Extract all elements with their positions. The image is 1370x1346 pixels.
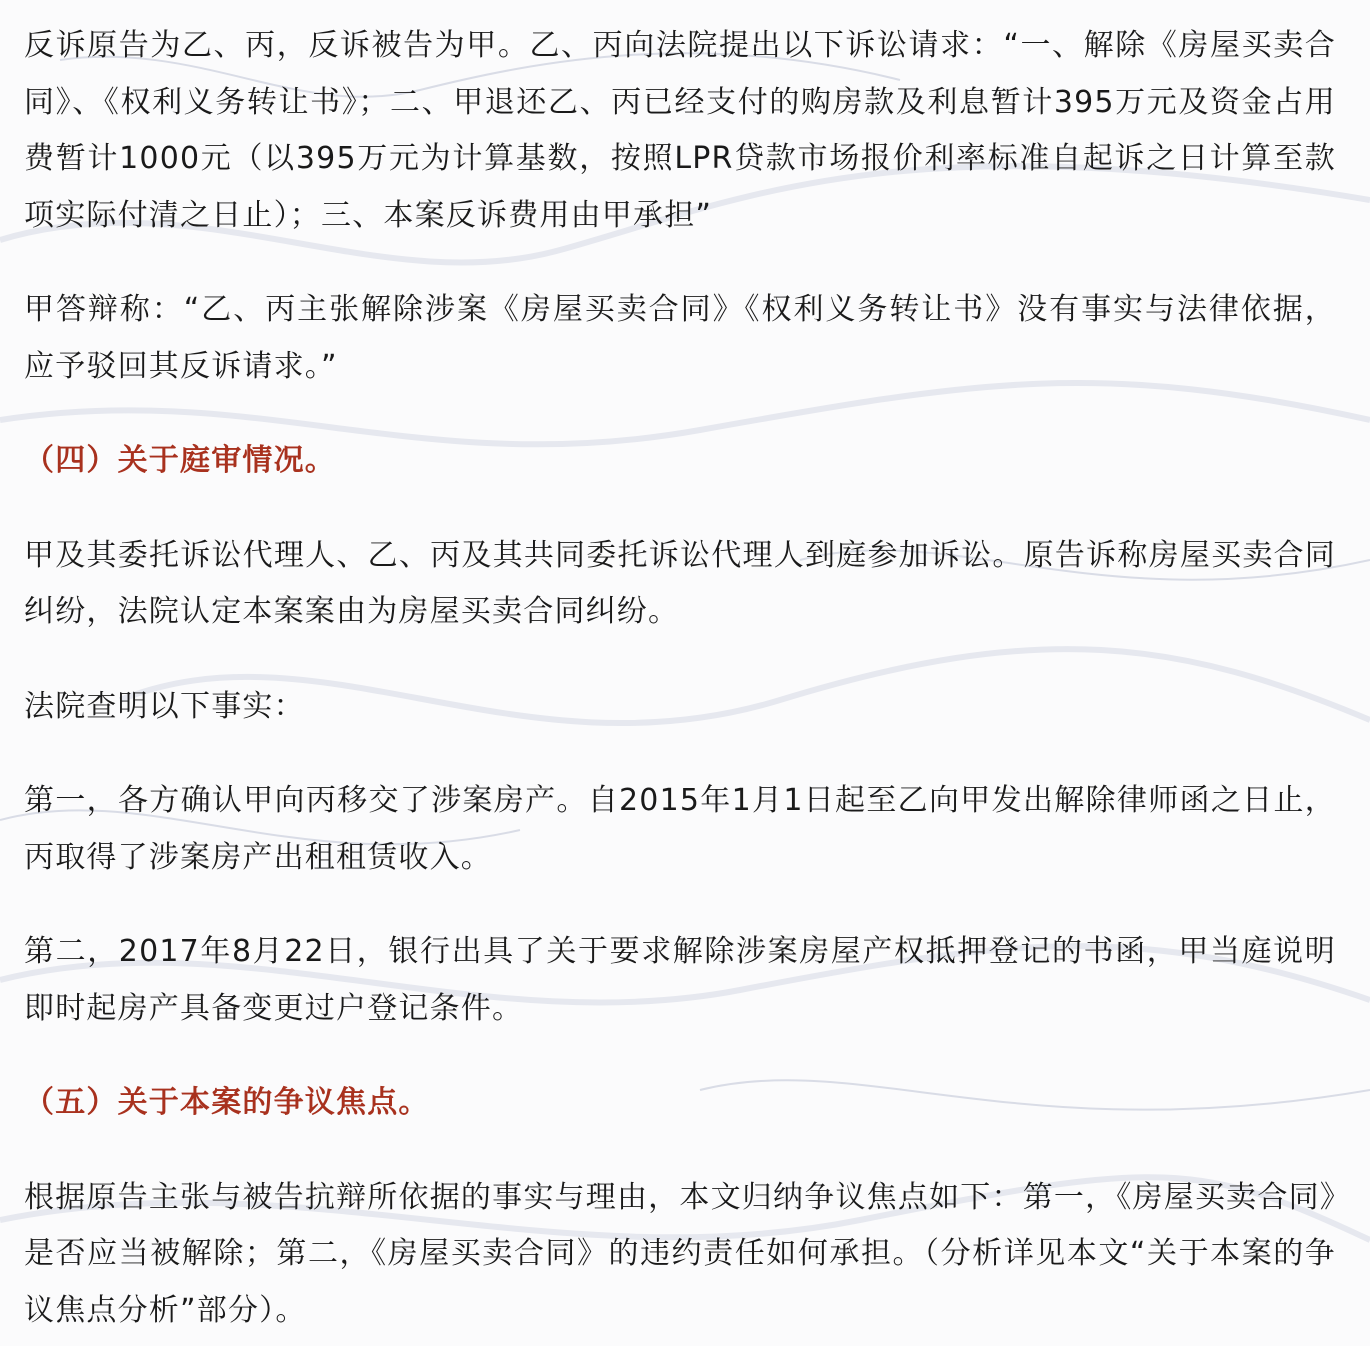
paragraph-counterclaim: 反诉原告为乙、丙，反诉被告为甲。乙、丙向法院提出以下诉讼请求：“一、解除《房屋买卖合同》、《权利义务转让书》；二、甲退还乙、丙已经支付的购房款及利息暂计395万元及资金占用费暂计1000元（以395万元为计算基数，按照LPR贷款市场报价利率标准自起诉之日计算至款项实际付清之日止）；三、本案反诉费用由甲承担” <box>24 28 1336 233</box>
paragraph-defense: 甲答辩称：“乙、丙主张解除涉案《房屋买卖合同》《权利义务转让书》没有事实与法律依据，应予驳回其反诉请求。” <box>24 292 1336 384</box>
paragraph-fact-one: 第一，各方确认甲向丙移交了涉案房产。自2015年1月1日起至乙向甲发出解除律师函之日止，丙取得了涉案房产出租租赁收入。 <box>24 783 1336 875</box>
document-body <box>24 18 1336 1339</box>
paragraph-facts-intro: 法院查明以下事实： <box>24 688 305 724</box>
section-heading-dispute: （五）关于本案的争议焦点。 <box>24 1085 430 1120</box>
paragraph-dispute-focus: 根据原告主张与被告抗辩所依据的事实与理由，本文归纳争议焦点如下：第一，《房屋买卖合同》是否应当被解除；第二，《房屋买卖合同》的违约责任如何承担。（分析详见本文“关于本案的争议焦点分析”部分）。 <box>24 1179 1336 1328</box>
section-heading-trial: （四）关于庭审情况。 <box>24 443 336 478</box>
paragraph-fact-two: 第二，2017年8月22日，银行出具了关于要求解除涉案房屋产权抵押登记的书函，甲当庭说明即时起房产具备变更过户登记条件。 <box>24 934 1336 1026</box>
paragraph-trial: 甲及其委托诉讼代理人、乙、丙及其共同委托诉讼代理人到庭参加诉讼。原告诉称房屋买卖合同纠纷，法院认定本案案由为房屋买卖合同纠纷。 <box>24 537 1336 629</box>
